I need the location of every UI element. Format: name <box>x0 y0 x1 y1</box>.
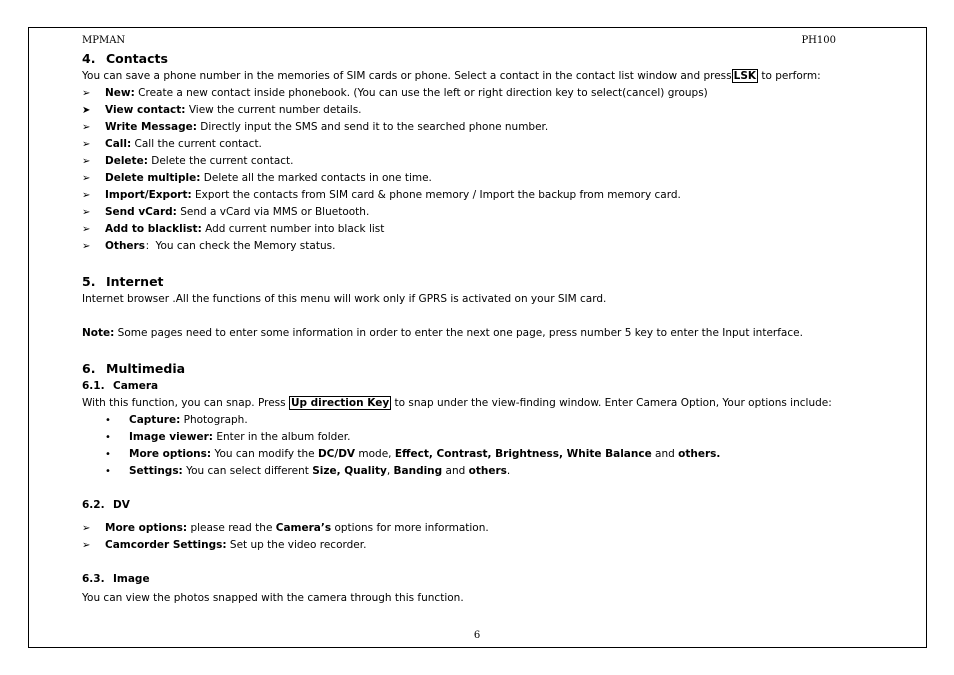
item-text: mode, <box>355 448 395 460</box>
item-text: and <box>651 448 679 460</box>
item-term: Add to blacklist: <box>105 223 202 235</box>
item-emphasis: Size, Quality <box>312 465 387 477</box>
intro-text-end: to snap under the view-finding window. Enter Camera Option, Your options include: <box>391 397 832 409</box>
intro-text-end: to perform: <box>758 70 821 82</box>
item-text: Add current number into black list <box>201 223 385 235</box>
subsection-number: 6.3. <box>82 573 105 585</box>
list-item-more-options <box>82 446 882 463</box>
header-brand: MPMAN <box>82 35 126 46</box>
item-text: and <box>442 465 469 477</box>
subsection-dv-heading <box>82 497 882 514</box>
item-text: Create a new contact inside phonebook. (You can use the left or right direction key to select(cancel) groups) <box>134 87 708 99</box>
subsection-image-heading <box>82 571 882 588</box>
page-number: 6 <box>473 630 481 641</box>
arrow-bullet-icon: ➢ <box>82 224 91 235</box>
item-text: please read the <box>187 522 276 534</box>
list-item-call <box>82 136 882 153</box>
arrow-bullet-icon: ➢ <box>82 139 91 150</box>
list-item-image-viewer <box>82 429 882 446</box>
internet-note <box>82 325 882 342</box>
document-body <box>82 49 882 607</box>
item-text: Photograph. <box>180 414 248 426</box>
item-text: Directly input the SMS and send it to the searched phone number. <box>196 121 549 133</box>
list-item-capture <box>82 412 882 429</box>
item-emphasis: DC/DV <box>317 448 356 460</box>
dot-bullet-icon: • <box>105 415 111 426</box>
item-term: New: <box>105 87 135 99</box>
item-term: More options: <box>105 522 188 534</box>
intro-text: You can save a phone number in the memories of SIM cards or phone. Select a contact in the contact list window and press <box>82 70 732 82</box>
item-term: Import/Export: <box>105 189 192 201</box>
list-item-send-vcard <box>82 204 882 221</box>
subsection-number: 6.2. <box>82 499 105 511</box>
dv-options-list <box>82 520 882 554</box>
header-model: PH100 <box>801 35 836 46</box>
list-item-settings <box>82 463 882 480</box>
list-item-delete-multiple <box>82 170 882 187</box>
section-title: Multimedia <box>106 361 186 376</box>
note-label: Note: <box>82 327 115 339</box>
section-title: Internet <box>106 274 164 289</box>
item-text: ：You can check the Memory status. <box>144 240 336 252</box>
arrow-bullet-icon: ➢ <box>82 122 91 133</box>
spacer <box>82 554 882 571</box>
arrow-bullet-icon: ➢ <box>82 207 91 218</box>
item-term: Write Message: <box>105 121 197 133</box>
item-text: Delete all the marked contacts in one time. <box>200 172 432 184</box>
list-item-dv-more-options <box>82 520 882 537</box>
note-text: Some pages need to enter some information in order to enter the next one page, press number 5 key to enter the Input interface. <box>114 327 803 339</box>
section-number: 6. <box>82 361 96 376</box>
list-item-write-message <box>82 119 882 136</box>
subsection-number: 6.1. <box>82 380 105 392</box>
section-title: Contacts <box>106 51 168 66</box>
item-text: . <box>506 465 511 477</box>
key-up-direction: Up direction Key <box>290 397 390 409</box>
item-emphasis: Effect, Contrast, Brightness, White Balance <box>394 448 652 460</box>
item-term: Send vCard: <box>105 206 177 218</box>
item-term: Delete multiple: <box>105 172 201 184</box>
item-emphasis: Banding <box>393 465 443 477</box>
item-emphasis: Camera’s <box>275 522 332 534</box>
item-text: Call the current contact. <box>131 138 262 150</box>
arrow-bullet-icon: ➢ <box>82 540 91 551</box>
list-item-add-to-blacklist <box>82 221 882 238</box>
spacer <box>82 255 882 272</box>
item-text: View the current number details. <box>185 104 362 116</box>
key-lsk: LSK <box>733 70 757 82</box>
item-text: Send a vCard via MMS or Bluetooth. <box>176 206 370 218</box>
section-internet-heading <box>82 272 882 291</box>
list-item-view-contact <box>82 102 882 119</box>
dot-bullet-icon: • <box>105 432 111 443</box>
item-text: Enter in the album folder. <box>213 431 351 443</box>
intro-text: With this function, you can snap. Press <box>82 397 289 409</box>
item-emphasis: others <box>468 465 507 477</box>
arrow-bullet-icon: ➢ <box>82 156 91 167</box>
image-text: You can view the photos snapped with the camera through this function. <box>82 592 464 604</box>
item-term: Camcorder Settings: <box>105 539 227 551</box>
arrow-bullet-icon: ➢ <box>82 190 91 201</box>
camera-options-list <box>82 412 882 480</box>
arrow-bullet-icon: ➢ <box>82 88 91 99</box>
item-text: You can select different <box>182 465 313 477</box>
item-text: Export the contacts from SIM card & phone memory / Import the backup from memory card. <box>191 189 681 201</box>
dot-bullet-icon: • <box>105 449 111 460</box>
item-text: , <box>386 465 394 477</box>
arrow-bullet-icon: ➢ <box>82 523 91 534</box>
contacts-options-list <box>82 85 882 255</box>
contacts-intro <box>82 68 882 85</box>
item-term: Settings: <box>129 465 183 477</box>
internet-text: Internet browser .All the functions of this menu will work only if GPRS is activated on your SIM card. <box>82 293 607 305</box>
section-contacts-heading <box>82 49 882 68</box>
item-text: Set up the video recorder. <box>226 539 367 551</box>
item-term: Call: <box>105 138 132 150</box>
list-item-others <box>82 238 882 255</box>
camera-intro <box>82 395 882 412</box>
dot-bullet-icon: • <box>105 466 111 477</box>
item-text: You can modify the <box>211 448 318 460</box>
item-term: Delete: <box>105 155 148 167</box>
section-number: 4. <box>82 51 96 66</box>
arrow-bullet-icon: ➤ <box>82 105 91 116</box>
item-term: Capture: <box>129 414 181 426</box>
arrow-bullet-icon: ➢ <box>82 241 91 252</box>
spacer <box>82 342 882 359</box>
item-term: View contact: <box>105 104 186 116</box>
list-item-import-export <box>82 187 882 204</box>
subsection-title: Image <box>113 573 150 585</box>
spacer <box>82 308 882 325</box>
item-term: More options: <box>129 448 212 460</box>
subsection-title: DV <box>113 499 130 511</box>
spacer <box>82 480 882 497</box>
section-number: 5. <box>82 274 96 289</box>
item-text: Delete the current contact. <box>147 155 294 167</box>
section-multimedia-heading <box>82 359 882 378</box>
subsection-camera-heading <box>82 378 882 395</box>
item-term: Image viewer: <box>129 431 213 443</box>
item-term: Others <box>105 240 145 252</box>
item-emphasis: others. <box>678 448 721 460</box>
list-item-new <box>82 85 882 102</box>
item-text: options for more information. <box>331 522 489 534</box>
list-item-camcorder-settings <box>82 537 882 554</box>
list-item-delete <box>82 153 882 170</box>
subsection-title: Camera <box>113 380 159 392</box>
arrow-bullet-icon: ➢ <box>82 173 91 184</box>
